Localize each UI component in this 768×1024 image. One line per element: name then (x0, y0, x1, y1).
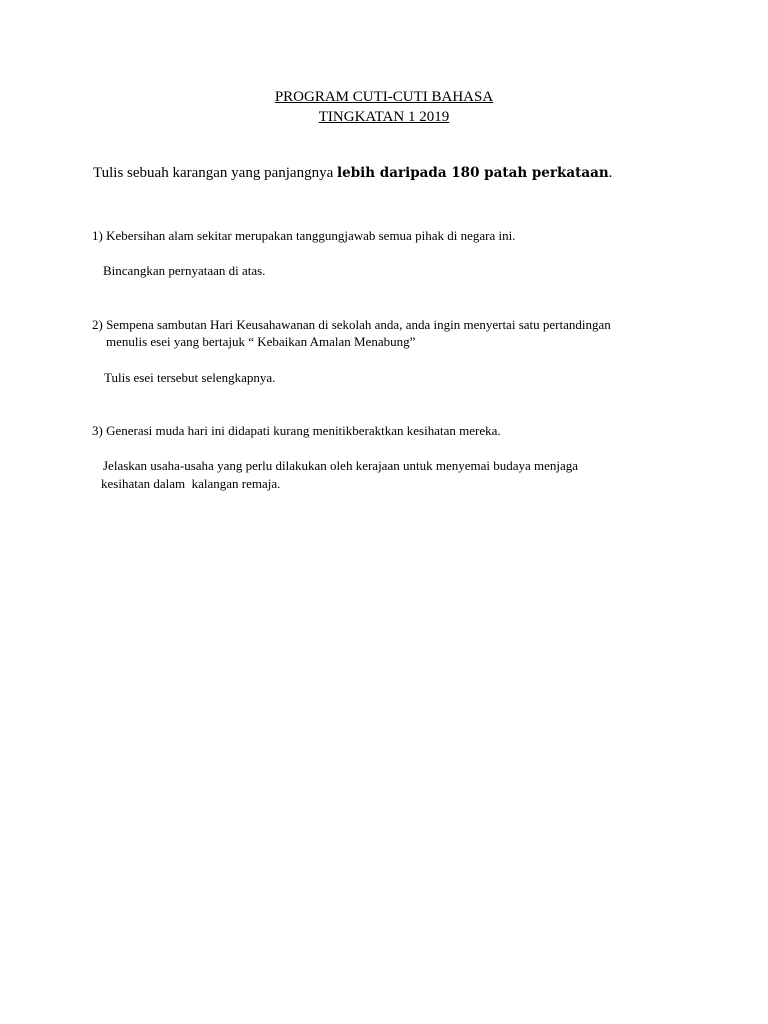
question-2-task: Tulis esei tersebut selengkapnya. (104, 370, 276, 385)
question-3-task-line-1: Jelaskan usaha-usaha yang perlu dilakukan oleh kerajaan untuk menyemai budaya menjaga (103, 458, 579, 473)
question-2-prompt-line-1: 2) Sempena sambutan Hari Keusahawanan di sekolah anda, anda ingin menyertai satu pertandingan (92, 317, 611, 332)
instruction-suffix: . (608, 165, 613, 181)
instruction-emphasis: lebih daripada 180 patah perkataan (336, 165, 609, 181)
question-3-prompt: 3) Generasi muda hari ini didapati kurang menitikberaktkan kesihatan mereka. (92, 423, 501, 438)
question-1-task: Bincangkan pernyataan di atas. (103, 263, 266, 278)
question-2-prompt-line-2: menulis esei yang bertajuk “ Kebaikan Amalan Menabung” (106, 334, 416, 349)
question-1-prompt: 1) Kebersihan alam sekitar merupakan tanggungjawab semua pihak di negara ini. (92, 228, 516, 243)
document-title: PROGRAM CUTI-CUTI BAHASA (274, 89, 494, 105)
instruction-prefix: Tulis sebuah karangan yang panjangnya (93, 165, 337, 181)
instruction-text (93, 164, 612, 182)
document-subtitle: TINGKATAN 1 2019 (318, 109, 450, 125)
question-3-task-line-2: kesihatan dalam kalangan remaja. (101, 476, 281, 491)
